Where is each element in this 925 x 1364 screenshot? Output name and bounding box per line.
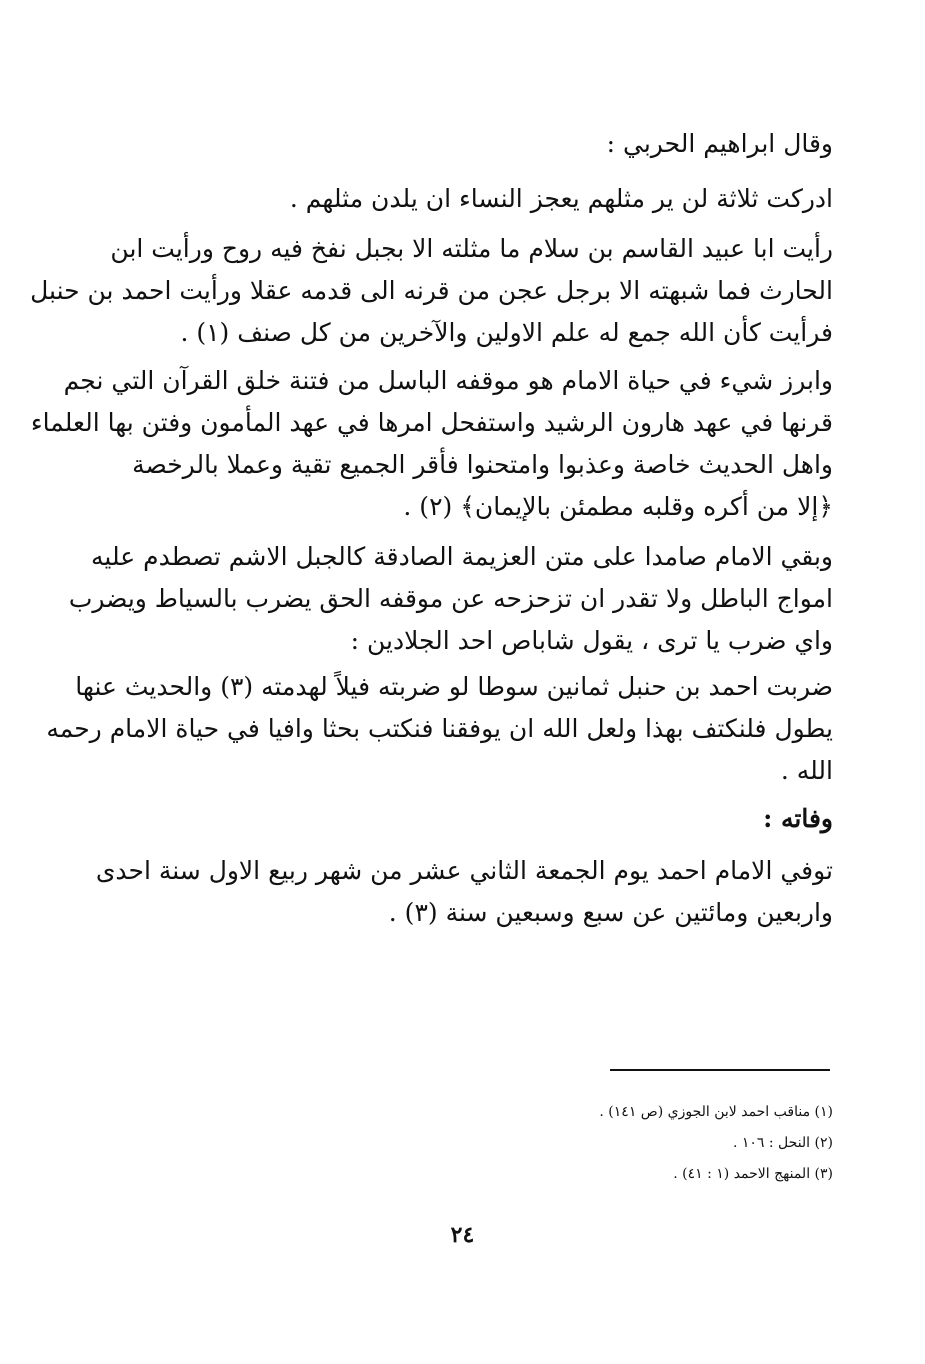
paragraph-harbi-intro xyxy=(133,123,833,165)
text-line: الله . xyxy=(780,756,833,785)
section-heading-death xyxy=(133,798,833,840)
paragraph-abu-ubaid xyxy=(30,228,833,354)
paragraph-quran-fitna xyxy=(30,360,833,528)
text-line: توفي الامام احمد يوم الجمعة الثاني عشر من شهر ربيع الاول سنة احدى xyxy=(95,856,833,885)
paragraph-flogging xyxy=(46,666,833,792)
text-line: ﴿إلا من أكره وقلبه مطمئن بالإيمان﴾ (٢) . xyxy=(403,492,833,521)
text-line: رأيت ابا عبيد القاسم بن سلام ما مثلته الا بجبل نفخ فيه روح ورأيت ابن xyxy=(110,234,833,263)
footnote-1: (١) مناقب احمد لابن الجوزي (ص ١٤١) . xyxy=(599,1104,833,1120)
text-line: واهل الحديث خاصة وعذبوا وامتحنوا فأقر الجميع تقية وعملا بالرخصة xyxy=(132,450,833,479)
text-line: واربعين ومائتين عن سبع وسبعين سنة (٣) . xyxy=(388,898,833,927)
footnote-3: (٣) المنهج الاحمد (١ : ٤١) . xyxy=(673,1166,833,1182)
text-line: ادركت ثلاثة لن ير مثلهم يعجز النساء ان يلدن مثلهم . xyxy=(289,184,833,213)
text-line: قرنها في عهد هارون الرشيد واستفحل امرها في عهد المأمون وفتن بها العلماء xyxy=(30,408,833,437)
text-line: وبقي الامام صامدا على متن العزيمة الصادقة كالجبل الاشم تصطدم عليه xyxy=(91,542,833,571)
paragraph-death xyxy=(95,850,833,934)
text-line: فرأيت كأن الله جمع له علم الاولين والآخرين من كل صنف (١) . xyxy=(180,318,833,347)
page-number: ٢٤ xyxy=(450,1222,475,1248)
heading-text: وفاته : xyxy=(763,804,833,833)
text-line: وقال ابراهيم الحربي : xyxy=(606,129,833,158)
text-line: ضربت احمد بن حنبل ثمانين سوطا لو ضربته فيلاً لهدمته (٣) والحديث عنها xyxy=(75,672,833,701)
text-line: وابرز شيء في حياة الامام هو موقفه الباسل من فتنة خلق القرآن التي نجم xyxy=(63,366,833,395)
footnote-divider xyxy=(610,1069,830,1071)
footnote-2: (٢) النحل : ١٠٦ . xyxy=(732,1135,833,1151)
text-line: يطول فلنكتف بهذا ولعل الله ان يوفقنا فنكتب بحثا وافيا في حياة الامام رحمه xyxy=(46,714,833,743)
paragraph-steadfast xyxy=(68,536,833,662)
paragraph-three-men xyxy=(133,178,833,220)
text-line: امواج الباطل ولا تقدر ان تزحزحه عن موقفه الحق يضرب بالسياط ويضرب xyxy=(68,584,833,613)
text-line: الحارث فما شبهته الا برجل عجن من قرنه الى قدمه عقلا ورأيت احمد بن حنبل xyxy=(30,276,833,305)
text-line: واي ضرب يا ترى ، يقول شاباص احد الجلادين : xyxy=(350,626,833,655)
